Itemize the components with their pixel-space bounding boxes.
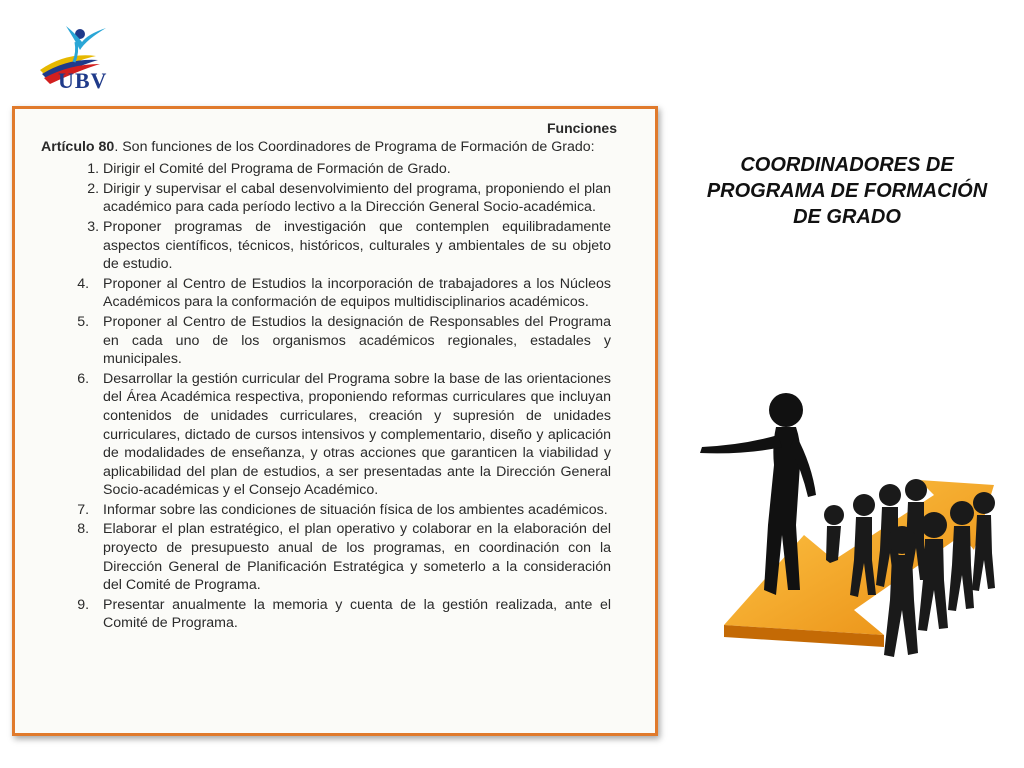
list-item: 2. Dirigir y supervisar el cabal desenvolvimiento del programa, proponiendo el plan académico para cada período lectivo a la Dirección General Socio-académica. (103, 180, 611, 217)
document-heading: Funciones (546, 120, 617, 136)
article-intro (41, 138, 611, 157)
list-item: 5. Proponer al Centro de Estudios la designación de Responsables del Programa en cada uno de los organismos académicos regionales, estadales y municipales. (93, 313, 611, 369)
list-item: 4. Proponer al Centro de Estudios la incorporación de trabajadores a los Núcleos Académicos para la conformación de equipos multidisciplinarios académicos. (93, 275, 611, 312)
slide-title-line: PROGRAMA DE FORMACIÓN (706, 180, 988, 202)
slide-title (682, 152, 1012, 230)
list-item: 7. Informar sobre las condiciones de situación física de los ambientes académicos. (93, 501, 611, 520)
functions-list (41, 160, 611, 633)
list-item: 8. Elaborar el plan estratégico, el plan operativo y colaborar en la elaboración del proyecto de presupuesto anual de los programas, en coordinación con la Dirección General de Planificación Estratégica y someterlo a la consideración del Comité de Programa. (93, 520, 611, 594)
list-item: 1. Dirigir el Comité del Programa de Formación de Grado. (103, 160, 611, 179)
article-number: Artículo 80 (41, 138, 115, 155)
list-item: 9. Presentar anualmente la memoria y cuenta de la gestión realizada, ante el Comité de Programa. (93, 596, 611, 633)
list-item: 3. Proponer programas de investigación que contemplen equilibradamente aspectos científicos, técnicos, históricos, culturales y ambientales de su objeto de estudio. (103, 218, 611, 274)
slide-title-line: COORDINADORES DE (740, 154, 954, 176)
document-scan (12, 106, 658, 736)
slide-title-line: DE GRADO (793, 206, 901, 228)
list-item: 6. Desarrollar la gestión curricular del Programa sobre la base de las orientaciones del Área Académica respectiva, proponiendo reformas curriculares que incluyan contenidos de unidades curriculares, creación y supresión de unidades curriculares, dictado de cursos intensivos y complementario, diseño y aplicación de modalidades de enseñanza, y otras acciones que garanticen la viabilidad y aplicabilidad del plan de estudios, a ser presentadas ante la Dirección General Socio-académicas y el Consejo Académico. (93, 370, 611, 500)
logo-text: UBV (58, 68, 108, 93)
article-intro-text: . Son funciones de los Coordinadores de Programa de Formación de Grado: (114, 138, 595, 155)
leader-arrow-illustration (684, 385, 1014, 685)
